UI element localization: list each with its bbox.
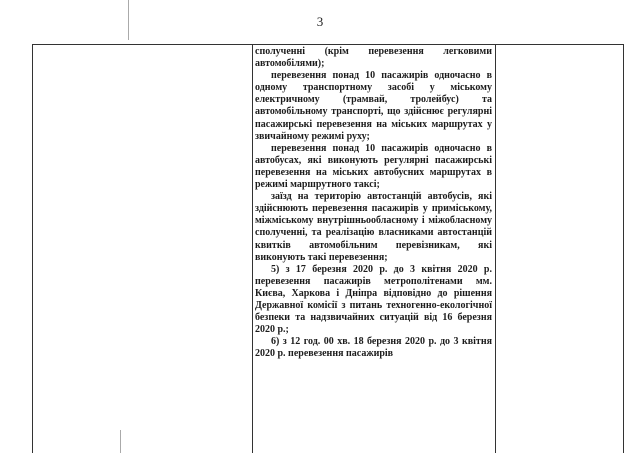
paragraph: заїзд на територію автостанцій автобусів, які здійснюють перевезення пасажирів у приміському, міжміському внутрішньообласному і міжобласному сполученні, та реалізацію власниками автостанцій квитків автомобільним перевізникам, які виконують такі перевезення; <box>255 191 492 263</box>
page-number: 3 <box>316 14 324 29</box>
paragraph: сполученні (крім перевезення легковими автомобілями); <box>255 46 492 70</box>
scan-artifact-line <box>120 430 121 453</box>
paragraph: 5) з 17 березня 2020 р. до 3 квітня 2020 р. перевезення пасажирів метрополітенами мм. Києва, Харкова і Дніпра відповідно до рішення Державної комісії з питань техногенно-екологічної безпеки та надзвичайних ситуацій від 16 березня 2020 р.; <box>255 263 492 336</box>
table-cell-text <box>255 46 492 360</box>
paragraph: перевезення понад 10 пасажирів одночасно в одному транспортному засобі у міському електричному (трамвай, тролейбус) та автомобільному транспорті, що здійснює регулярні пасажирські перевезення на міських маршрутах у звичайному режимі руху; <box>255 70 492 142</box>
scan-artifact-line <box>128 0 129 40</box>
paragraph: 6) з 12 год. 00 хв. 18 березня 2020 р. до 3 квітня 2020 р. перевезення пасажирів <box>255 336 492 360</box>
column-divider-left <box>252 45 253 453</box>
paragraph: перевезення понад 10 пасажирів одночасно в автобусах, які виконують регулярні пасажирські перевезення на міських автобусних маршрутах в режимі маршрутного таксі; <box>255 142 492 191</box>
column-divider-right <box>495 45 496 453</box>
